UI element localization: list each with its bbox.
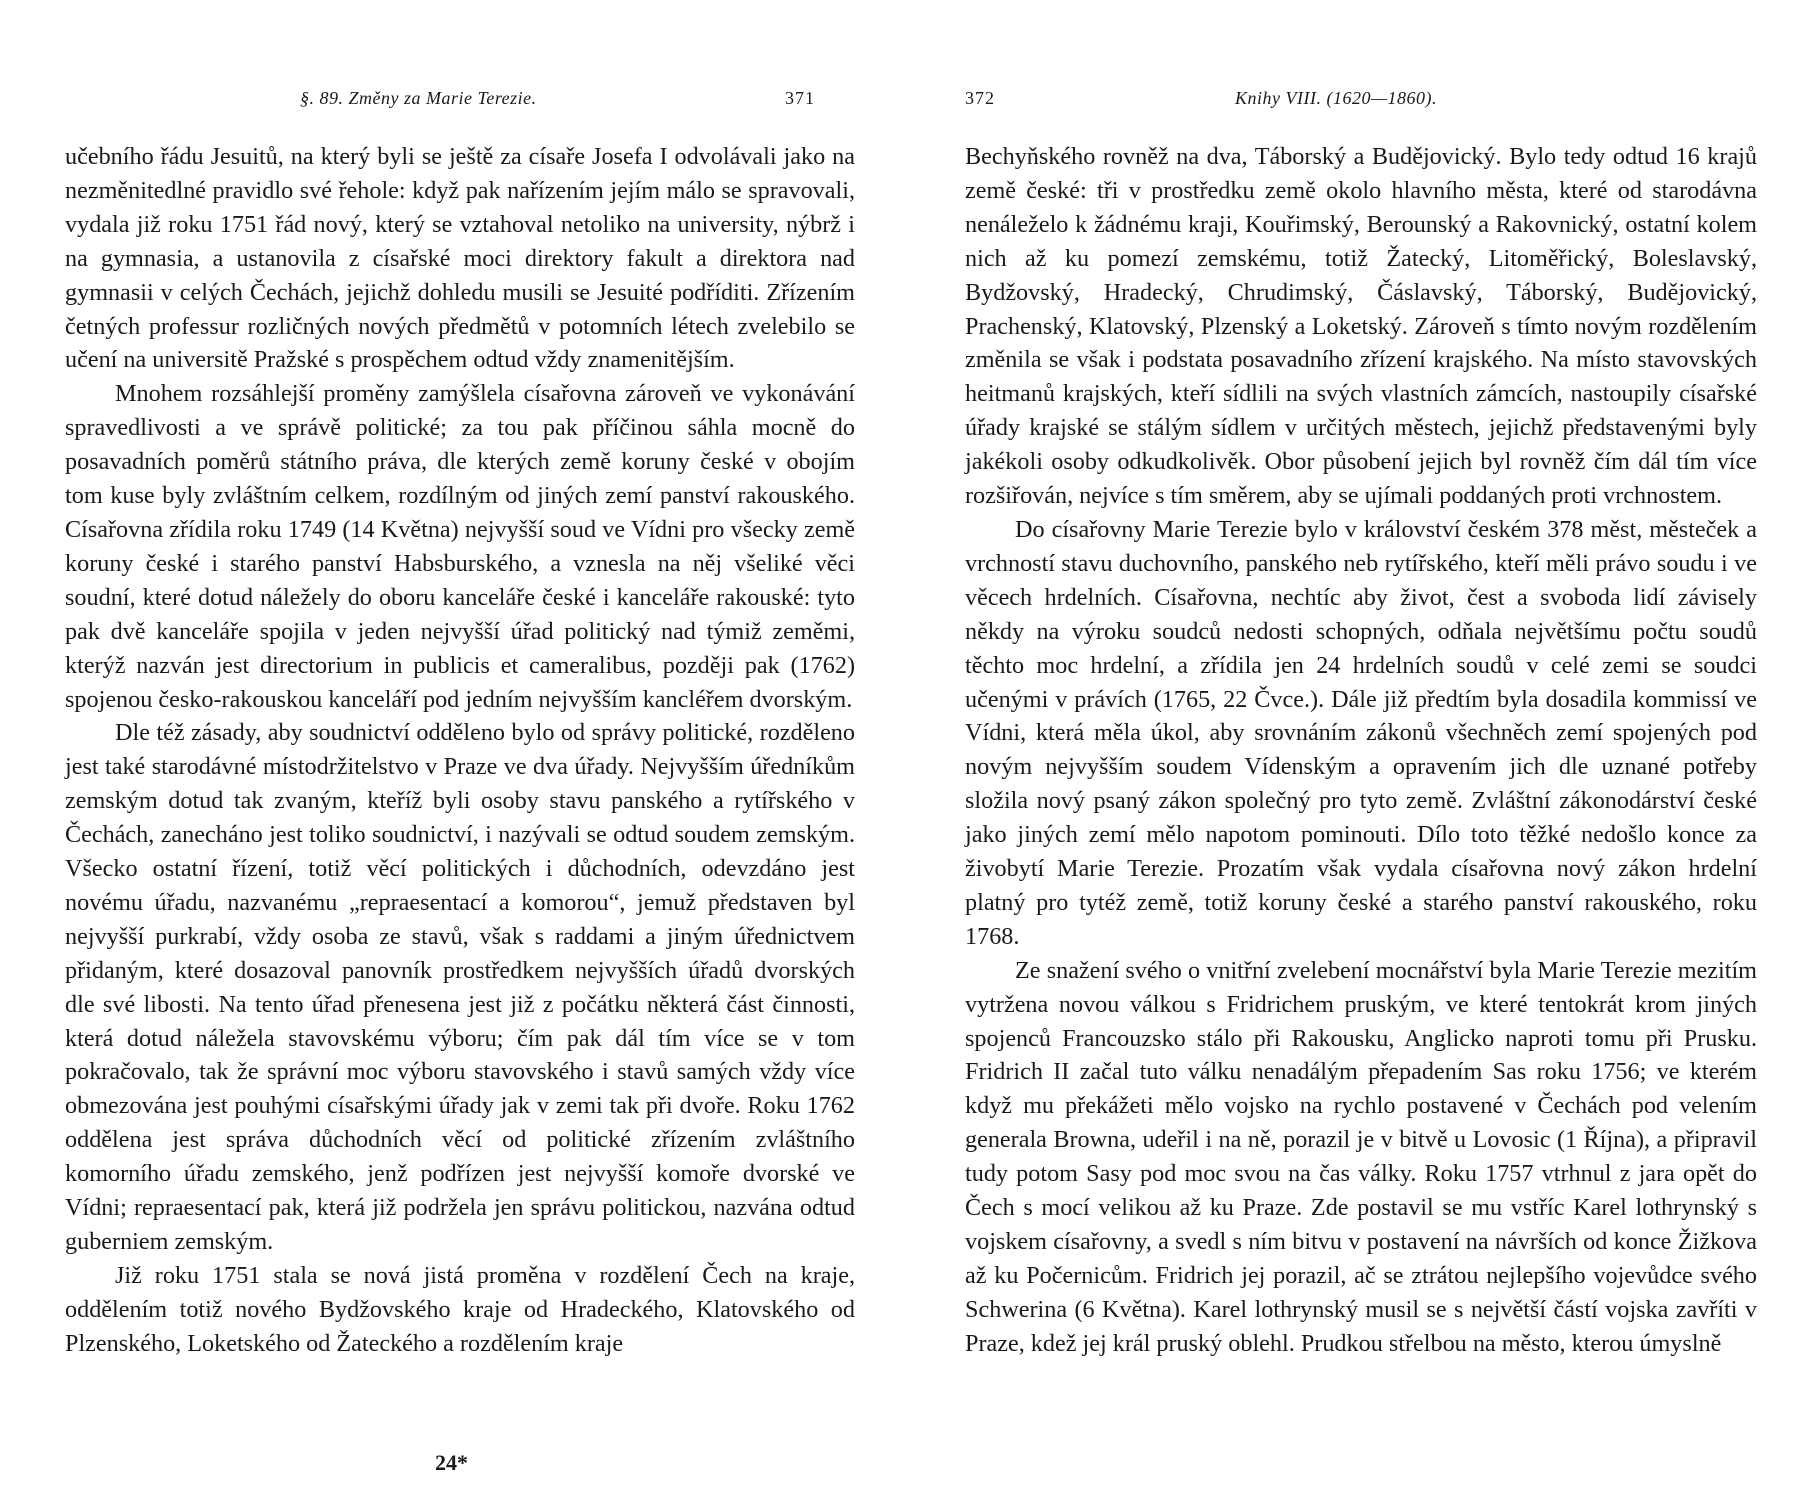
right-page [965, 0, 1765, 1500]
paragraph: Ze snažení svého o vnitřní zvelebení mocnářství byla Marie Terezie mezitím vytržena novou válkou s Fridrichem pruským, ve které tentokrát krom jiných spojenců Francouzsko stálo při Rakousku, Anglicko naproti tomu při Prusku. Fridrich II začal tuto válku nenadálým přepadením Sas roku 1756; ve kterém když mu překážeti mělo vojsko na rychlo postavené v Čechách pod velením generala Browna, udeřil i na ně, porazil je v bitvě u Lovosic (1 Října), a připravil tudy potom Sasy pod moc svou na čas války. Roku 1757 vtrhnul z jara opět do Čech s mocí velikou až ku Praze. Zde postavil se mu vstříc Karel lothrynský s vojskem císařovny, a svedl s ním bitvu v postavení na návrších od konce Žižkova až ku Počernicům. Fridrich jej porazil, ač se ztrátou nejlepšího vojevůdce svého Schwerina (6 Května). Karel lothrynský musil se s největší částí vojska zavříti v Praze, kdež jej král pruský oblehl. Prudkou střelbou na město, kterou úmyslně [965, 956, 1757, 1357]
left-page-number: 371 [785, 88, 815, 108]
left-running-title: §. 89. Změny za Marie Terezie. [300, 88, 537, 108]
right-page-body [965, 140, 1757, 1361]
left-page-header [65, 88, 865, 118]
right-running-title: Knihy VIII. (1620—1860). [1235, 88, 1437, 108]
paragraph: učebního řádu Jesuitů, na který byli se ještě za císaře Josefa I odvolávali jako na nezměnitedlné pravidlo své řehole: když pak nařízením jejím málo se spravovali, vydala již roku 1751 řád nový, který se vztahoval netoliko na university, nýbrž i na gymnasia, a ustanovila z císařské moci direktory fakult a direktora nad gymnasii v celých Čechách, jejichž dohledu musili se Jesuité podříditi. Zřízením četných professur rozličných nových předmětů v potomních létech zvelebilo se učení na universitě Pražské s prospěchem odtud vždy znamenitějším. [65, 143, 855, 374]
left-page [65, 0, 865, 1500]
paragraph: Bechyňského rovněž na dva, Táborský a Budějovický. Bylo tedy odtud 16 krajů země české: tři v prostředku země okolo hlavního města, které od starodávna nenáleželo k žádnému kraji, Kouřimský, Berounský a Rakovnický, ostatní kolem nich až ku pomezí zemskému, totiž Žatecký, Litoměřický, Boleslavský, Bydžovský, Hradecký, Chrudimský, Čáslavský, Táborský, Budějovický, Prachenský, Klatovský, Plzenský a Loketský. Zároveň s tímto novým rozdělením změnila se však i podstata posavadního zřízení krajského. Na místo stavovských heitmanů krajských, kteří sídlili na svých vlastních zámcích, nastoupily císařské úřady krajské se stálým sídlem v určitých městech, jejichž představenými byly jakékoli osoby odkudkolivěk. Obor působení jejich byl rovněž čím dál tím více rozšiřován, nejvíce s tím směrem, aby se ujímali poddaných proti vrchnostem. [965, 143, 1757, 510]
paragraph: Do císařovny Marie Terezie bylo v království českém 378 měst, městeček a vrchností stavu duchovního, panského neb rytířského, kteří měli právo soudu i ve věcech hrdelních. Císařovna, nechtíc aby život, čest a svoboda lidí závisely někdy na výroku soudců nedosti schopných, odňala největšímu počtu soudů těchto moc hrdelní, a zřídila jen 24 hrdelních soudů v celé zemi se soudci učenými v právích (1765, 22 Čvce.). Dále již předtím byla dosadila kommissí ve Vídni, která měla úkol, aby srovnáním zákonů všechněch zemí spojených pod novým nejvyšším soudem Vídenským a opravením jich dle uznané potřeby složila nový psaný zákon společný pro tyto země. Zvláštní zákonodárství české jako jiných zemí mělo napotom pominouti. Dílo toto těžké nedošlo konce za živobytí Marie Terezie. Prozatím však vydala císařovna nový zákon hrdelní platný pro tytéž země, totiž koruny české a starého panství rakouského, roku 1768. [965, 515, 1757, 950]
paragraph: Mnohem rozsáhlejší proměny zamýšlela císařovna zároveň ve vykonávání spravedlivosti a ve správě politické; za tou pak příčinou sáhla mocně do posavadních poměrů státního práva, dle kterých země koruny české v obojím tom kuse byly zvláštním celkem, rozdílným od jiných zemí panství rakouského. Císařovna zřídila roku 1749 (14 Května) nejvyšší soud ve Vídni pro všecky země koruny české i starého panství Habsburského, a vznesla na něj všeliké věci soudní, které dotud náležely do oboru kanceláře české i kanceláře rakouské: tyto pak dvě kanceláře spojila v jeden nejvyšší úřad politický nad týmiž zeměmi, kterýž nazván jest directorium in publicis et cameralibus, později pak (1762) spojenou česko-rakouskou kanceláří pod jedním nejvyšším kancléřem dvorským. [65, 380, 855, 713]
right-page-number: 372 [965, 88, 995, 108]
paragraph: Již roku 1751 stala se nová jistá proměna v rozdělení Čech na kraje, oddělením totiž nového Bydžovského kraje od Hradeckého, Klatovského od Plzenského, Loketského od Žateckého a rozdělením kraje [65, 1261, 855, 1357]
left-page-body [65, 140, 855, 1361]
paragraph: Dle též zásady, aby soudnictví odděleno bylo od správy politické, rozděleno jest také starodávné místodržitelstvo v Praze ve dva úřady. Nejvyšším úředníkům zemským dotud tak zvaným, kteříž byli osoby stavu panského a rytířského v Čechách, zanecháno jest toliko soudnictví, i nazývali se odtud soudem zemským. Všecko ostatní řízení, totiž věcí politických i důchodních, odevzdáno jest novému úřadu, nazvanému „repraesentací a komorou“, jemuž představen byl nejvyšší purkrabí, vždy osoba ze stavů, však s raddami a jiným úřednictvem přidaným, které dosazoval panovník prostředkem nejvyšších úřadů dvorských dle své libosti. Na tento úřad přenesena jest již z počátku některá část činnosti, která dotud náležela stavovskému výboru; čím pak dál tím více se v tom pokračovalo, tak že správní moc výboru stavovského i stavů samých vždy více obmezována jest pouhými císařskými úřady jak v zemi tak při dvoře. Roku 1762 oddělena jest správa důchodních věcí od politické zřízením zvláštního komorního úřadu zemského, jenž podřízen jest nejvyšší komoře dvorské ve Vídni; repraesentací pak, která již podržela jen správu politickou, nazvána odtud guberniem zemským. [65, 719, 855, 1255]
right-page-header [965, 88, 1765, 118]
signature-mark: 24* [435, 1450, 468, 1475]
